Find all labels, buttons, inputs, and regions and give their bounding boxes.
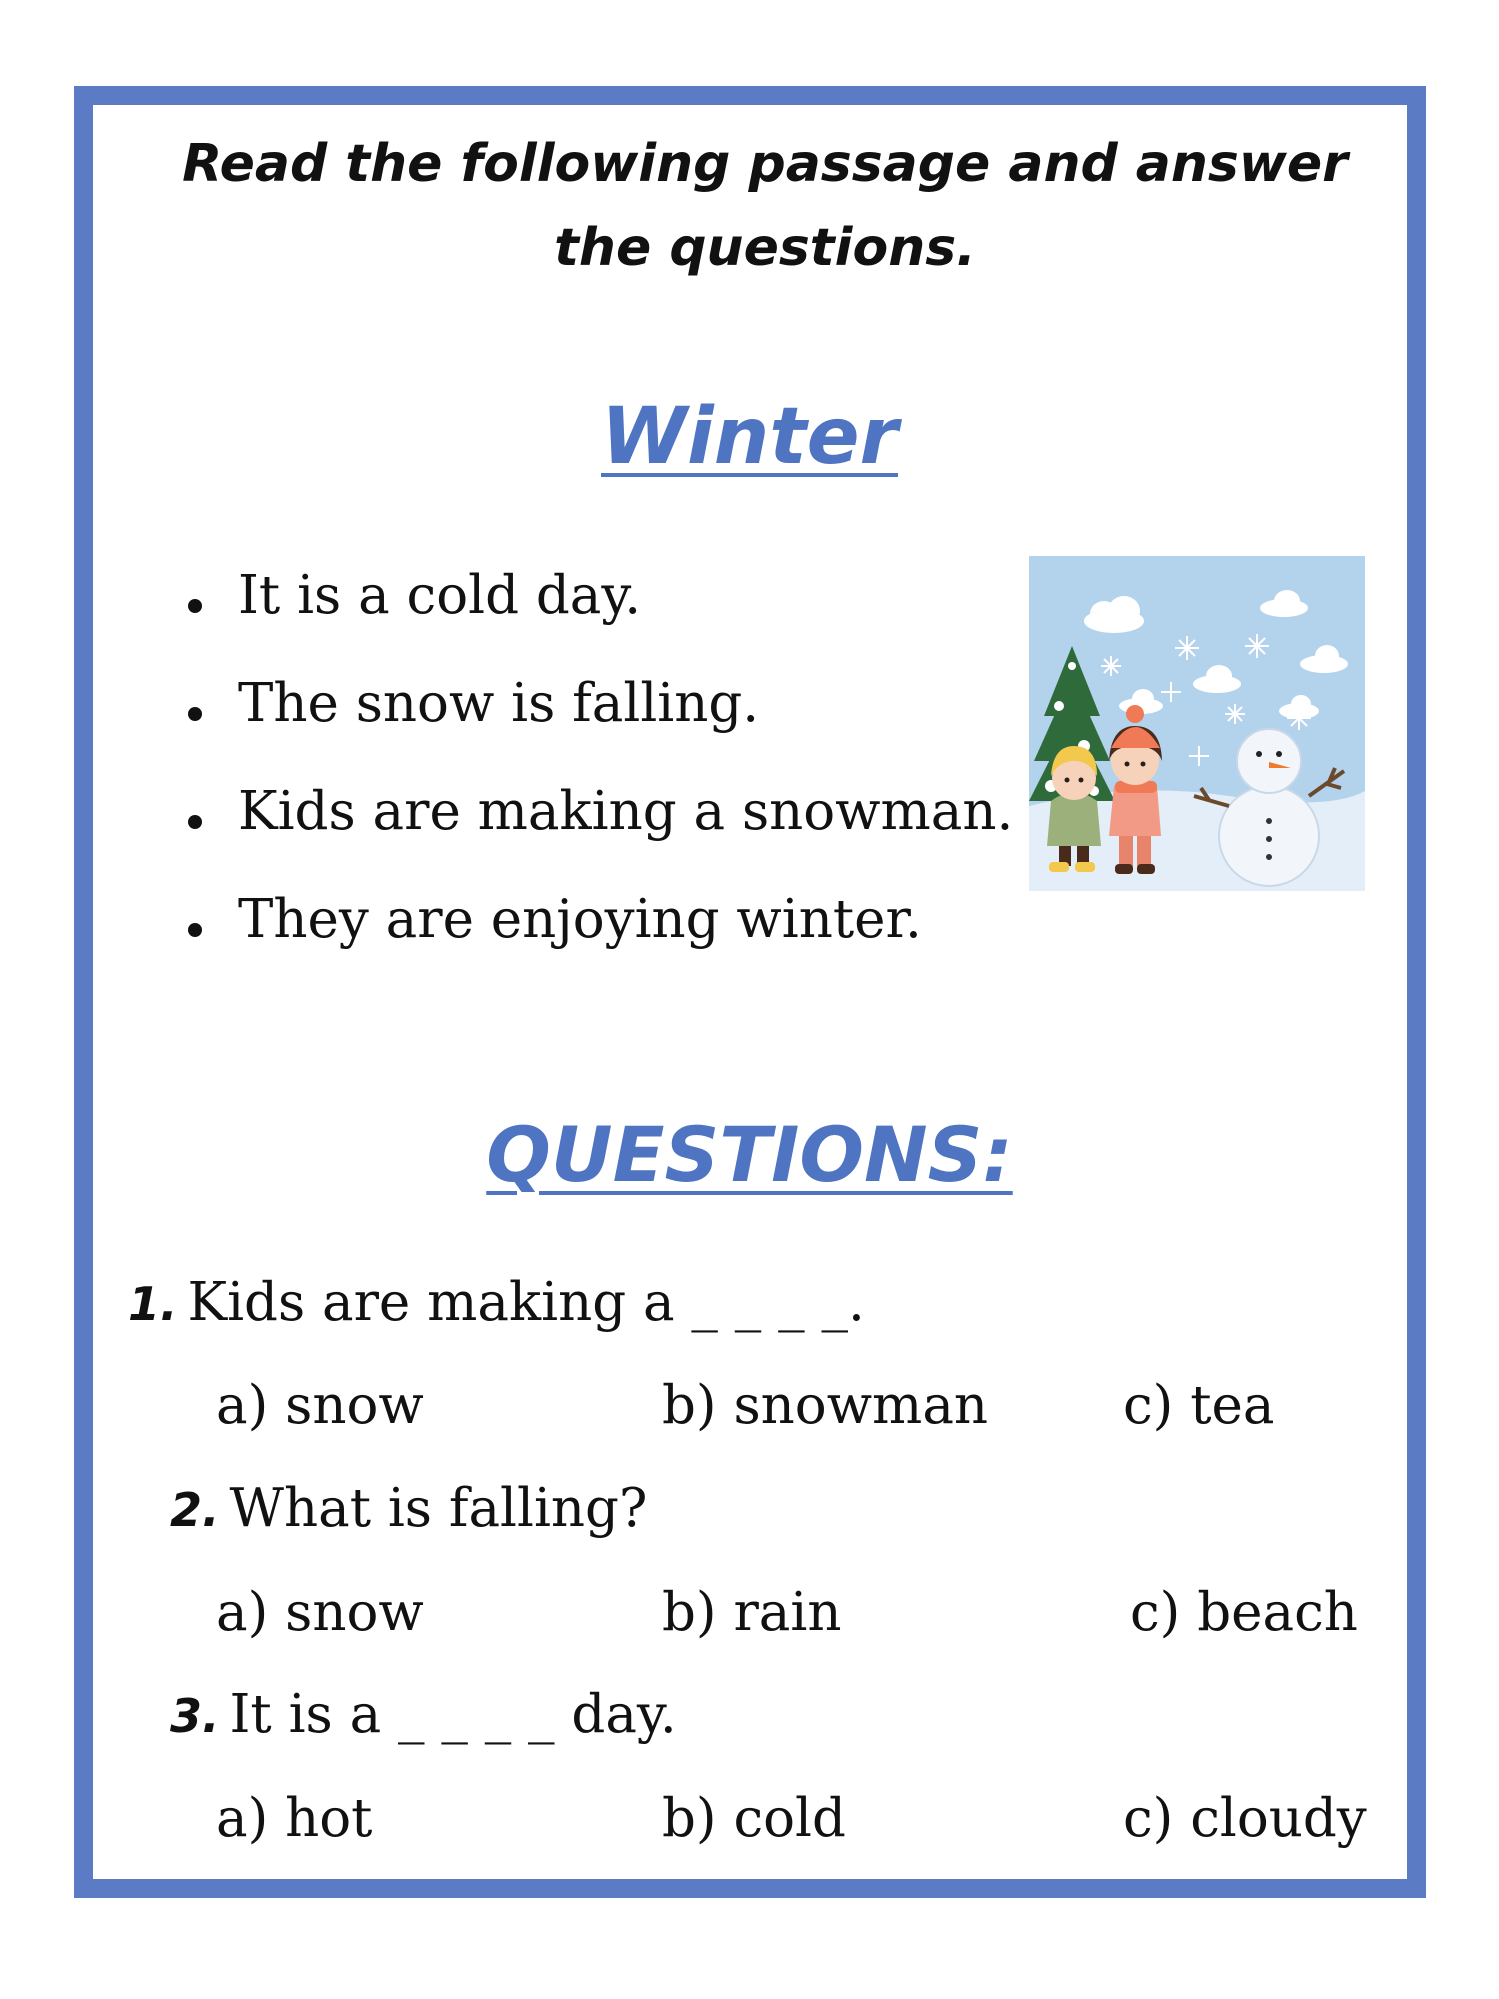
option-2b[interactable]: b) rain [662, 1582, 842, 1643]
bullet-icon [188, 599, 202, 613]
option-2c[interactable]: c) beach [1130, 1582, 1358, 1643]
question-text: It is a _ _ _ _ day. [229, 1684, 677, 1745]
question-number: 2. [170, 1483, 220, 1537]
instruction-text: Read the following passage and answer the questions. [182, 134, 1348, 278]
option-3c[interactable]: c) cloudy [1123, 1788, 1367, 1849]
passage-line: Kids are making a snowman. [180, 781, 1013, 889]
passage-line: The snow is falling. [180, 673, 1013, 781]
bullet-icon [188, 707, 202, 721]
passage-list [180, 565, 1013, 997]
question-number: 3. [170, 1689, 220, 1743]
question-3 [170, 1684, 677, 1745]
option-3b[interactable]: b) cold [662, 1788, 846, 1849]
option-1c[interactable]: c) tea [1123, 1375, 1275, 1436]
winter-kids-snowman-illustration [1029, 556, 1365, 891]
option-1a[interactable]: a) snow [216, 1375, 424, 1436]
passage-line: They are enjoying winter. [180, 889, 1013, 997]
passage-title: Winter [601, 392, 898, 482]
question-2 [170, 1478, 647, 1539]
questions-heading: QUESTIONS: [486, 1110, 1013, 1199]
question-text: What is falling? [229, 1478, 648, 1539]
question-number: 1. [128, 1277, 178, 1331]
bullet-icon [188, 923, 202, 937]
option-3a[interactable]: a) hot [216, 1788, 373, 1849]
bullet-icon [188, 815, 202, 829]
question-1 [128, 1272, 865, 1333]
passage-line: It is a cold day. [180, 565, 1013, 673]
option-1b[interactable]: b) snowman [662, 1375, 989, 1436]
option-2a[interactable]: a) snow [216, 1582, 424, 1643]
question-text: Kids are making a _ _ _ _. [187, 1272, 865, 1333]
